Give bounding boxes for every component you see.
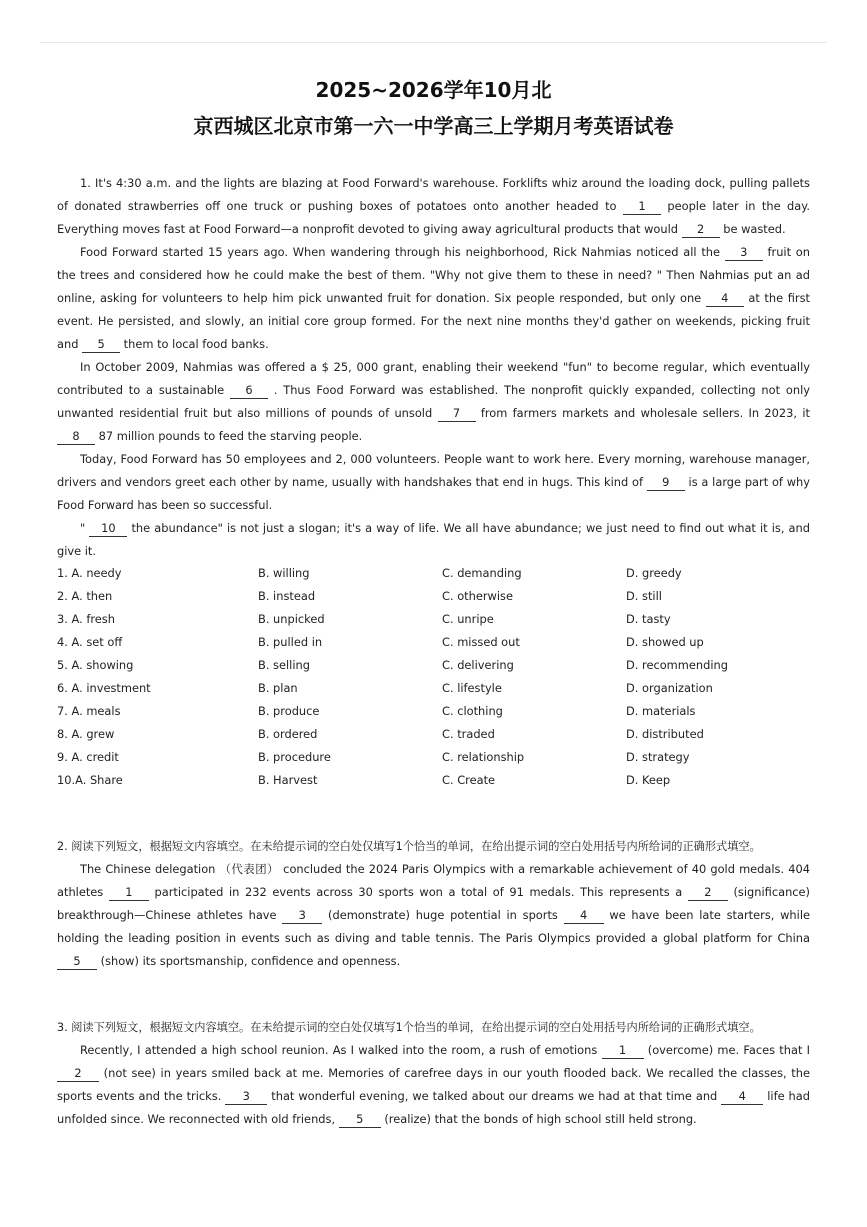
option-row [57,723,817,746]
passage-text: be wasted. [719,222,786,236]
option-choice[interactable]: D. recommending [626,658,728,672]
option-choice[interactable]: C. missed out [442,635,520,649]
answer-blank[interactable]: 5 [339,1112,381,1128]
answer-blank[interactable]: 5 [82,337,120,353]
option-choice[interactable]: C. Create [442,773,496,787]
section-2-passage [57,858,810,973]
option-choice[interactable]: 2. A. then [57,589,113,603]
option-choice[interactable]: 4. A. set off [57,635,123,649]
option-row [57,631,817,654]
passage-text: The Chinese delegation （代表团） concluded the 2024 Paris Olympics with a remarkable achievement of 40 gold medals. 404 athletes [57,862,810,899]
option-choice[interactable]: D. showed up [626,635,704,649]
passage-text: that wonderful evening, we talked about our dreams we had at that time and [267,1089,722,1103]
option-choice[interactable]: B. plan [258,681,298,695]
answer-blank[interactable]: 1 [602,1043,644,1059]
passage-paragraph [57,448,810,517]
passage-text: participated in 232 events across 30 sports won a total of 91 medals. This represents a [148,885,688,899]
option-choice[interactable]: C. clothing [442,704,503,718]
option-row [57,700,817,723]
passage-text: . Thus Food Forward was established. The nonprofit quickly expanded, collecting not only unwanted residential fruit but also millions of pounds of unsold [57,383,810,420]
answer-blank[interactable]: 10 [89,521,127,537]
option-choice[interactable]: B. ordered [258,727,318,741]
grammar-fill-section-2 [57,835,810,973]
option-choice[interactable]: B. willing [258,566,310,580]
passage-text: people later in the day. Everything moves fast at Food Forward—a nonprofit devoted to giving away agricultural products that would [57,199,811,236]
answer-blank[interactable]: 3 [225,1089,267,1105]
passage-text: (overcome) me. Faces that I [643,1043,811,1057]
option-choice[interactable]: B. instead [258,589,316,603]
answer-blank[interactable]: 2 [57,1066,99,1082]
option-choice[interactable]: C. delivering [442,658,514,672]
answer-blank[interactable]: 9 [647,475,685,491]
option-choice[interactable]: C. lifestyle [442,681,502,695]
passage-text: from farmers markets and wholesale sellers. In 2023, it [475,406,810,420]
answer-blank[interactable]: 8 [57,429,95,445]
passage-text: we have been late starters, while holding the leading position in events such as diving and table tennis. The Paris Olympics provided a global platform for China [57,908,810,945]
passage-text: life had unfolded since. We reconnected with old friends, [57,1089,810,1126]
passage-paragraph [57,241,810,356]
answer-blank[interactable]: 2 [682,222,720,238]
option-choice[interactable]: D. tasty [626,612,671,626]
option-choice[interactable]: D. organization [626,681,713,695]
section-3-heading: 3. 阅读下列短文，根据短文内容填空。在未给提示词的空白处仅填写1个恰当的单词，在给出提示词的空白处用括号内所给词的正确形式填空。 [57,1021,761,1034]
option-choice[interactable]: D. strategy [626,750,690,764]
passage-text: " [80,521,90,535]
passage-text: Today, Food Forward has 50 employees and 2, 000 volunteers. People want to work here. Every morning, warehouse manager, drivers and vendors greet each other by name, usually with handshakes that end in hugs. This kind of [57,452,810,489]
passage-text: (realize) that the bonds of high school still held strong. [380,1112,697,1126]
passage-text: at the first event. He persisted, and slowly, an initial core group formed. For the next nine months they'd gather on weekends, picking fruit and [57,291,810,351]
section-2-heading: 2. 阅读下列短文，根据短文内容填空。在未给提示词的空白处仅填写1个恰当的单词，在给出提示词的空白处用括号内所给词的正确形式填空。 [57,840,761,853]
option-row [57,677,817,700]
option-choice[interactable]: 10.A. Share [57,773,123,787]
answer-blank[interactable]: 4 [706,291,744,307]
option-choice[interactable]: 1. A. needy [57,566,122,580]
option-row [57,654,817,677]
option-choice[interactable]: C. demanding [442,566,522,580]
option-choice[interactable]: C. unripe [442,612,494,626]
option-choice[interactable]: D. materials [626,704,696,718]
option-choice[interactable]: 5. A. showing [57,658,134,672]
passage-paragraph [57,356,810,448]
section-3-passage [57,1039,810,1131]
passage-text: 87 million pounds to feed the starving people. [95,429,363,443]
option-choice[interactable]: B. Harvest [258,773,318,787]
option-choice[interactable]: 8. A. grew [57,727,115,741]
option-choice[interactable]: 6. A. investment [57,681,151,695]
answer-blank[interactable]: 1 [109,885,149,901]
passage-text: (show) its sportsmanship, confidence and openness. [97,954,401,968]
option-choice[interactable]: D. Keep [626,773,671,787]
option-row [57,608,817,631]
passage-text: In October 2009, Nahmias was offered a $ 25, 000 grant, enabling their weekend "fun" to become regular, which eventually contributed to a sustainable [57,360,810,397]
passage-text: the abundance" is not just a slogan; it's a way of life. We all have abundance; we just need to find out what it is, and give it. [57,521,810,558]
option-choice[interactable]: B. pulled in [258,635,323,649]
option-row [57,585,817,608]
passage-text: (significance) breakthrough—Chinese athletes have [57,885,810,922]
page-title-line-2: 京西城区北京市第一六一中学高三上学期月考英语试卷 [193,114,674,138]
option-choice[interactable]: B. procedure [258,750,331,764]
answer-blank[interactable]: 4 [564,908,604,924]
passage-paragraph [57,517,810,563]
answer-blank[interactable]: 2 [688,885,728,901]
passage-text: (demonstrate) huge potential in sports [322,908,564,922]
answer-blank[interactable]: 3 [725,245,763,261]
cloze-options [57,562,817,792]
option-row [57,562,817,585]
answer-blank[interactable]: 7 [438,406,476,422]
passage-text: them to local food banks. [120,337,269,351]
option-choice[interactable]: D. distributed [626,727,704,741]
answer-blank[interactable]: 5 [57,954,97,970]
answer-blank[interactable]: 3 [282,908,322,924]
option-choice[interactable]: 9. A. credit [57,750,119,764]
option-row [57,769,817,792]
option-choice[interactable]: D. still [626,589,662,603]
grammar-fill-section-3 [57,1016,810,1131]
answer-blank[interactable]: 6 [230,383,268,399]
option-choice[interactable]: B. produce [258,704,320,718]
cloze-passage [57,172,810,563]
header-rule [40,42,827,43]
passage-paragraph [57,172,810,241]
answer-blank[interactable]: 4 [721,1089,763,1105]
option-choice[interactable]: 7. A. meals [57,704,121,718]
passage-text: is a large part of why Food Forward has been so successful. [57,475,810,512]
option-choice[interactable]: D. greedy [626,566,682,580]
passage-text: Recently, I attended a high school reunion. As I walked into the room, a rush of emotions [80,1043,602,1057]
passage-text: Food Forward started 15 years ago. When wandering through his neighborhood, Rick Nahmias noticed all the [80,245,725,259]
option-choice[interactable]: 3. A. fresh [57,612,115,626]
passage-text: 1. It's 4:30 a.m. and the lights are blazing at Food Forward's warehouse. Forklifts whiz around the loading dock, pulling pallets of donated strawberries off one truck or pushing boxes of potatoes onto another headed to [57,176,810,213]
option-choice[interactable]: C. relationship [442,750,525,764]
option-row [57,746,817,769]
option-choice[interactable]: C. traded [442,727,495,741]
passage-text: (not see) in years smiled back at me. Memories of carefree days in our youth flooded back. We recalled the classes, the sports events and the tricks. [57,1066,810,1103]
page-title-line-1: 2025~2026学年10月北 [315,78,552,102]
option-choice[interactable]: C. otherwise [442,589,513,603]
option-choice[interactable]: B. selling [258,658,310,672]
passage-text: fruit on the trees and considered how he could make the best of them. "Why not give them to these in need? " Then Nahmias put an ad online, asking for volunteers to help him pick unwanted fruit for donation. Six people responded, but only one [57,245,810,305]
answer-blank[interactable]: 1 [623,199,661,215]
option-choice[interactable]: B. unpicked [258,612,325,626]
